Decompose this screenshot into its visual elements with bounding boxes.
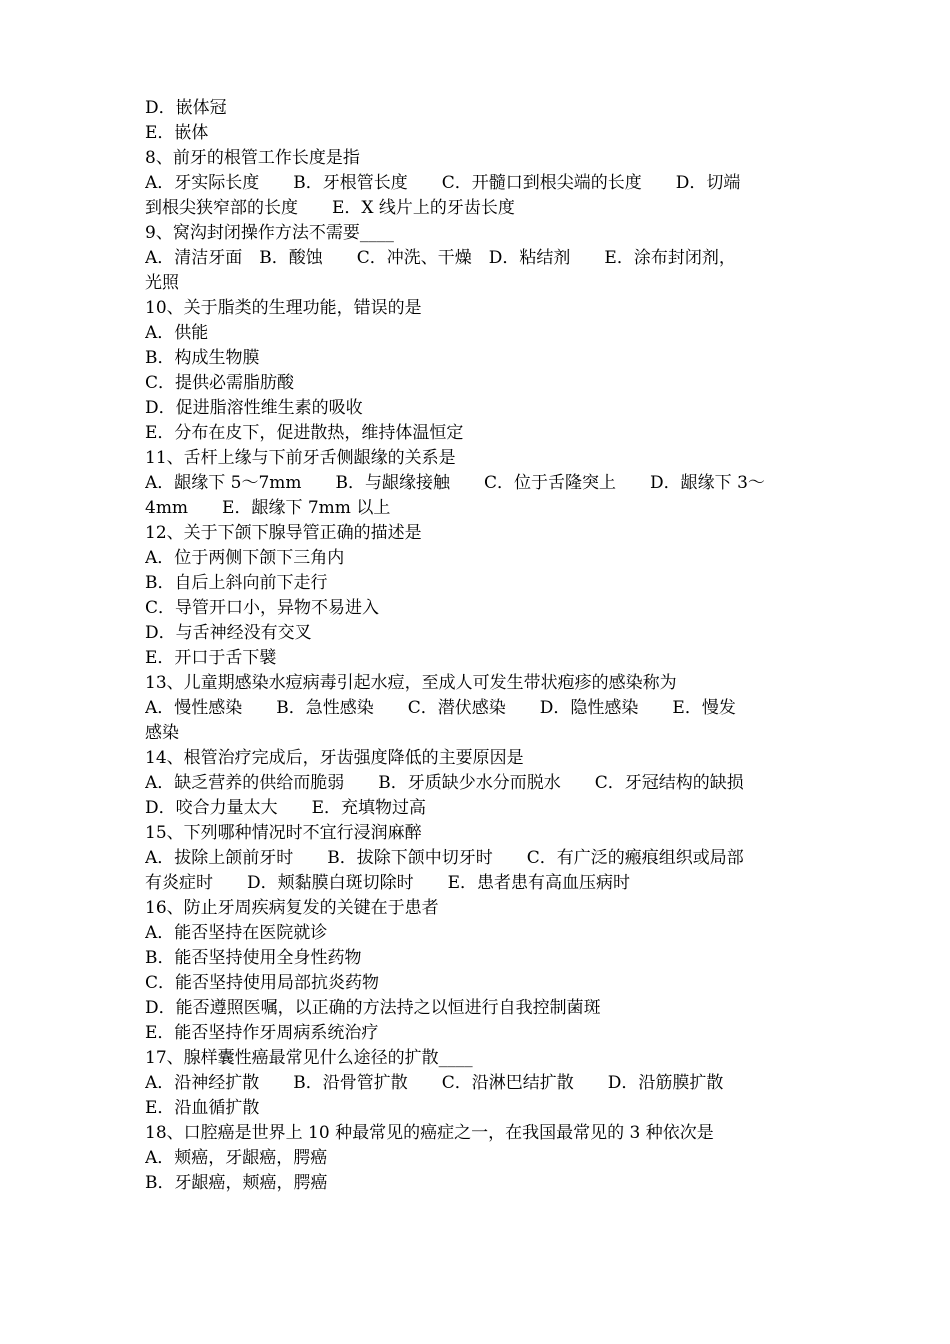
question-13-options-line-2: 感染	[145, 723, 179, 743]
option-e-inlay: E．嵌体	[145, 123, 209, 143]
question-17: 17、腺样囊性癌最常见什么途径的扩散____	[145, 1048, 473, 1068]
question-13-options-line-1: A．慢性感染 B．急性感染 C．潜伏感染 D．隐性感染 E．慢发	[145, 698, 736, 718]
question-16-option-e: E．能否坚持作牙周病系统治疗	[145, 1023, 379, 1043]
question-16-option-a: A．能否坚持在医院就诊	[145, 923, 328, 943]
question-11-options-line-1: A．龈缘下 5～7mm B．与龈缘接触 C．位于舌隆突上 D．龈缘下 3～	[145, 473, 765, 493]
question-13: 13、儿童期感染水痘病毒引起水痘，至成人可发生带状疱疹的感染称为	[145, 673, 677, 693]
question-9-options-line-2: 光照	[145, 273, 179, 293]
question-14-options-line-2: D．咬合力量太大 E．充填物过高	[145, 798, 427, 818]
option-d-inlay-crown: D．嵌体冠	[145, 98, 227, 118]
question-14-options-line-1: A．缺乏营养的供给而脆弱 B．牙质缺少水分而脱水 C．牙冠结构的缺损	[145, 773, 744, 793]
question-15-options-line-2: 有炎症时 D．颊黏膜白斑切除时 E．患者患有高血压病时	[145, 873, 631, 893]
question-10-option-a: A．供能	[145, 323, 209, 343]
question-8-options-line-1: A．牙实际长度 B．牙根管长度 C．开髓口到根尖端的长度 D．切端	[145, 173, 741, 193]
question-12-option-c: C．导管开口小，异物不易进入	[145, 598, 380, 618]
question-10-option-e: E．分布在皮下，促进散热，维持体温恒定	[145, 423, 464, 443]
question-8-options-line-2: 到根尖狭窄部的长度 E．X 线片上的牙齿长度	[145, 198, 515, 218]
question-15-options-line-1: A．拔除上颌前牙时 B．拔除下颌中切牙时 C．有广泛的瘢痕组织或局部	[145, 848, 744, 868]
question-18: 18、口腔癌是世界上 10 种最常见的癌症之一，在我国最常见的 3 种依次是	[145, 1123, 714, 1143]
question-16-option-d: D．能否遵照医嘱，以正确的方法持之以恒进行自我控制菌斑	[145, 998, 601, 1018]
question-12-option-b: B．自后上斜向前下走行	[145, 573, 328, 593]
question-17-options-line-2: E．沿血循扩散	[145, 1098, 260, 1118]
question-16: 16、防止牙周疾病复发的关键在于患者	[145, 898, 439, 918]
question-8: 8、前牙的根管工作长度是指	[145, 148, 360, 168]
question-15: 15、下列哪种情况时不宜行浸润麻醉	[145, 823, 422, 843]
question-10-option-c: C．提供必需脂肪酸	[145, 373, 295, 393]
question-9-options-line-1: A．清洁牙面 B．酸蚀 C．冲洗、干燥 D．粘结剂 E．涂布封闭剂，	[145, 248, 736, 268]
question-9: 9、窝沟封闭操作方法不需要____	[145, 223, 394, 243]
question-14: 14、根管治疗完成后，牙齿强度降低的主要原因是	[145, 748, 524, 768]
question-11: 11、舌杆上缘与下前牙舌侧龈缘的关系是	[145, 448, 456, 468]
question-16-option-b: B．能否坚持使用全身性药物	[145, 948, 362, 968]
document-page	[145, 96, 810, 1196]
question-11-options-line-2: 4mm E．龈缘下 7mm 以上	[145, 498, 391, 518]
question-10-option-b: B．构成生物膜	[145, 348, 260, 368]
question-18-option-b: B．牙龈癌，颊癌，腭癌	[145, 1173, 328, 1193]
question-10-option-d: D．促进脂溶性维生素的吸收	[145, 398, 363, 418]
question-18-option-a: A．颊癌，牙龈癌，腭癌	[145, 1148, 328, 1168]
question-12-option-a: A．位于两侧下颌下三角内	[145, 548, 345, 568]
question-17-options-line-1: A．沿神经扩散 B．沿骨管扩散 C．沿淋巴结扩散 D．沿筋膜扩散	[145, 1073, 724, 1093]
question-16-option-c: C．能否坚持使用局部抗炎药物	[145, 973, 380, 993]
question-12-option-e: E．开口于舌下襞	[145, 648, 277, 668]
question-12-option-d: D．与舌神经没有交叉	[145, 623, 312, 643]
question-10: 10、关于脂类的生理功能，错误的是	[145, 298, 422, 318]
question-12: 12、关于下颌下腺导管正确的描述是	[145, 523, 422, 543]
